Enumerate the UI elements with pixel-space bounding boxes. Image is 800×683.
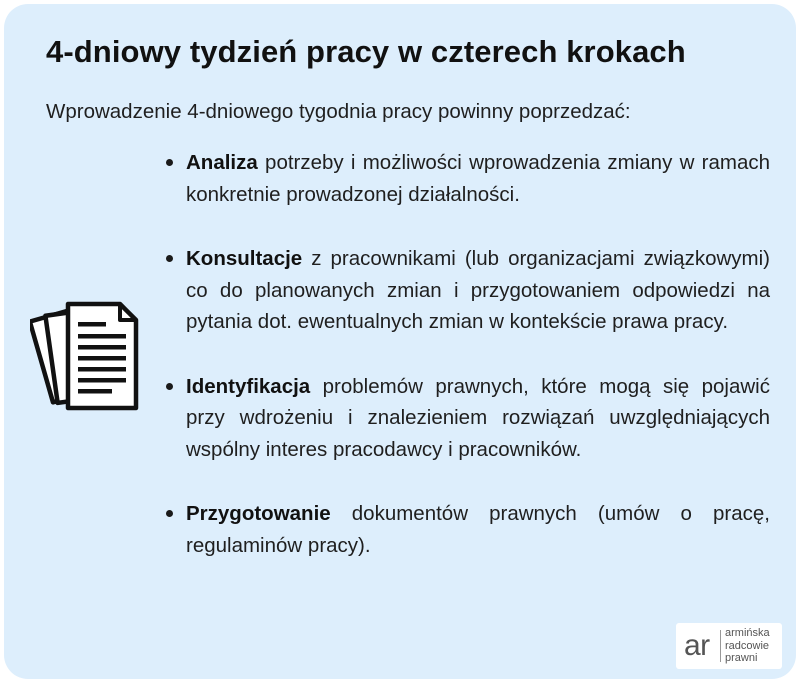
step-przygotowanie — [164, 498, 770, 561]
step-term: Identyfikacja — [186, 374, 311, 398]
step-term: Konsultacje — [186, 247, 303, 270]
steps-list — [164, 147, 770, 561]
step-term: Analiza — [186, 151, 258, 174]
logo-wordmark — [725, 627, 770, 665]
infographic-card — [4, 4, 796, 679]
logo-mark: ar — [684, 629, 710, 662]
intro-text: Wprowadzenie 4-dniowego tygodnia pracy powinny poprzedzać: — [46, 100, 631, 123]
bullet-dot — [166, 159, 173, 166]
logo-line: prawni — [725, 652, 758, 664]
step-identyfikacja — [164, 371, 770, 466]
step-konsultacje — [164, 243, 770, 338]
step-text: potrzeby i możliwości wprowadzenia zmiany w ramach konkretnie prowadzonej działalności. — [186, 151, 770, 206]
page-title: 4-dniowy tydzień pracy w czterech krokach — [46, 34, 686, 69]
bullet-dot — [166, 255, 173, 262]
step-text: z pracownikami (lub organizacjami związkowymi) co do planowanych zmian i przygotowaniem odpowiedzi na pytania dot. ewentualnych zmian w kontekście prawa pracy. — [186, 247, 770, 333]
logo-line: armińska — [725, 627, 770, 639]
step-text: dokumentów prawnych (umów o pracę, regulaminów pracy). — [186, 502, 770, 557]
step-term: Przygotowanie — [186, 502, 331, 525]
logo-line: radcowie — [725, 639, 770, 652]
company-logo — [676, 623, 782, 669]
bullet-dot — [166, 383, 173, 390]
documents-stack-icon — [30, 298, 146, 418]
bullet-dot — [166, 510, 173, 517]
logo-divider — [720, 630, 721, 662]
step-analiza — [164, 147, 770, 210]
step-text: problemów prawnych, które mogą się pojawić przy wdrożeniu i znalezieniem rozwiązań uwzględniających wspólny interes pracodawcy i pracowników. — [186, 374, 770, 461]
